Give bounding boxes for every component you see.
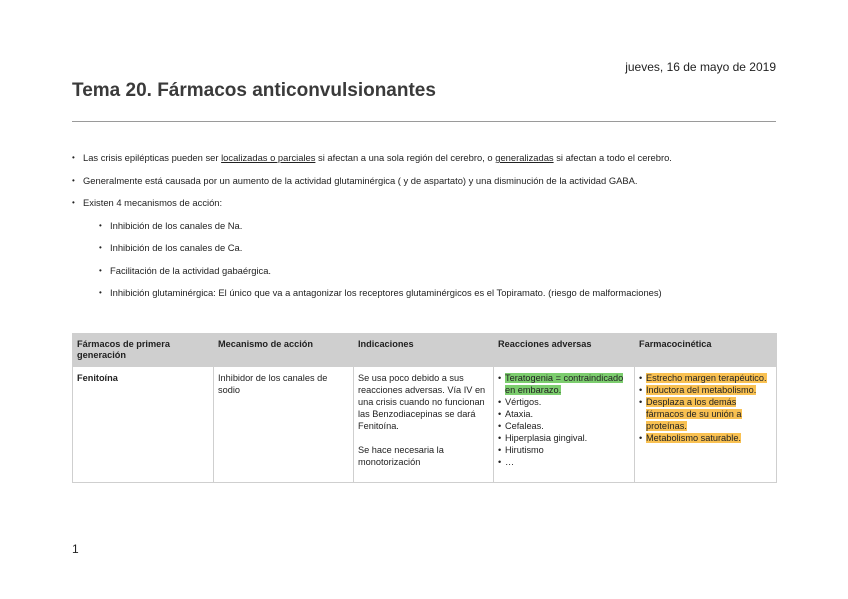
adverse-list	[498, 372, 630, 468]
column-header: Mecanismo de acción	[214, 334, 354, 367]
sub-bullet: • Inhibición glutaminérgica: El único que va a antagonizar los receptores glutaminérgicos es el Topiramato. (riesgo de malformaciones)	[72, 287, 776, 310]
column-header: Fármacos de primera generación	[73, 334, 214, 367]
cell-adverse-reactions	[494, 367, 635, 483]
bullet-cause: • Generalmente está causada por un aumento de la actividad glutaminérgica ( y de aspartato) y una disminución de la actividad GABA.	[72, 175, 776, 198]
text-segment: si afectan a una sola región del cerebro, o	[315, 152, 496, 163]
indications-text: Se usa poco debido a sus reacciones adversas. Vía IV en una crisis cuando no funcionan las Benzodiacepinas se dará Fenitoína.	[358, 373, 486, 431]
text-segment: Las crisis epilépticas pueden ser	[83, 152, 222, 163]
table-row	[73, 367, 777, 483]
cell-indications	[354, 367, 494, 483]
column-header: Reacciones adversas	[494, 334, 635, 367]
sub-bullet: • Inhibición de los canales de Ca.	[72, 242, 776, 265]
text-segment: si afectan a todo el cerebro.	[553, 152, 672, 163]
highlighted-text: Estrecho margen terapéutico.	[646, 373, 767, 383]
underlined-term: localizadas o parciales	[221, 152, 316, 163]
intro-bullet-list	[72, 152, 776, 310]
cell-mechanism: Inhibidor de los canales de sodio	[214, 367, 354, 483]
highlighted-text: Teratogenia = contraindicado en embarazo.	[505, 373, 624, 395]
title-divider	[72, 121, 776, 122]
list-item	[639, 384, 772, 396]
column-header: Farmacocinética	[635, 334, 777, 367]
list-item: • Hirutismo	[498, 444, 630, 456]
sub-bullet: • Inhibición de los canales de Na.	[72, 220, 776, 243]
drug-name: Fenitoína	[77, 373, 118, 383]
cell-pharmacokinetics	[635, 367, 777, 483]
highlighted-text: Inductora del metabolismo.	[646, 385, 757, 395]
highlighted-text: Metabolismo saturable.	[646, 433, 741, 443]
list-item: • …	[498, 456, 630, 468]
bullet-mechanisms: • Existen 4 mecanismos de acción:	[72, 197, 776, 220]
drug-table	[72, 333, 777, 483]
list-item	[639, 372, 772, 384]
list-item	[498, 372, 630, 396]
table-header-row	[73, 334, 777, 367]
list-item	[639, 432, 772, 444]
indications-note: Se hace necesaria la monotorización	[358, 445, 444, 467]
list-item: • Vértigos.	[498, 396, 630, 408]
column-header: Indicaciones	[354, 334, 494, 367]
list-item: • Ataxia.	[498, 408, 630, 420]
pk-list	[639, 372, 772, 444]
page-title: Tema 20. Fármacos anticonvulsionantes	[72, 80, 436, 101]
highlighted-text: Desplaza a los demás fármacos de su unión a proteínas.	[646, 397, 742, 431]
sub-bullet: • Facilitación de la actividad gabaérgica.	[72, 265, 776, 288]
bullet-crisis-types	[72, 152, 776, 175]
list-item: • Hiperplasia gingival.	[498, 432, 630, 444]
list-item	[639, 396, 772, 432]
list-item: • Cefaleas.	[498, 420, 630, 432]
underlined-term: generalizadas	[495, 152, 554, 163]
cell-drug-name	[73, 367, 214, 483]
page-number: 1	[72, 542, 79, 556]
document-date: jueves, 16 de mayo de 2019	[625, 60, 776, 74]
